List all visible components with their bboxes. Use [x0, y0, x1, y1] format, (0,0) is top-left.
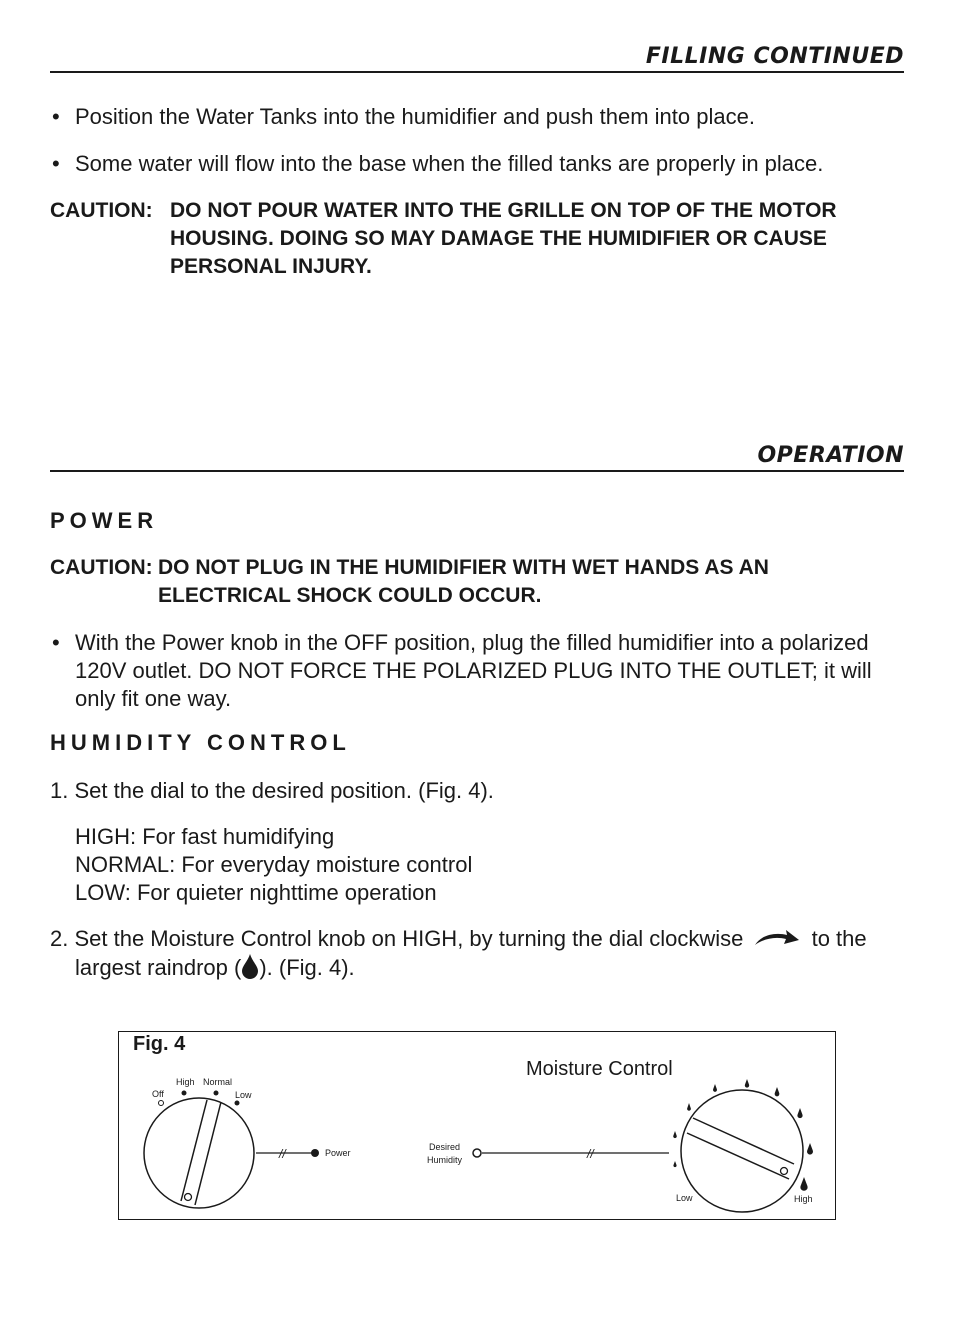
raindrop-scale-icon [713, 1084, 717, 1092]
filling-continued-heading [50, 44, 904, 73]
filling-bullet-2-text: Some water will flow into the base when the filled tanks are properly in place. [75, 151, 824, 176]
raindrop-scale-icon [800, 1177, 807, 1191]
caution-text: DO NOT POUR WATER INTO THE GRILLE ON TOP OF THE MOTOR HOUSING. DOING SO MAY DAMAGE THE HUMIDIFIER OR CAUSE PERSONAL INJURY. [170, 199, 837, 278]
step-2-text-b: to the [811, 926, 867, 951]
raindrop-scale-icon [797, 1108, 802, 1118]
raindrop-scale-icon [687, 1103, 691, 1111]
raindrop-scale-icon [745, 1079, 749, 1088]
break-mark: // [279, 1147, 286, 1161]
raindrop-scale-icon [673, 1131, 677, 1138]
moisture-control-title: Moisture Control [526, 1058, 673, 1080]
off-label: Off [152, 1089, 164, 1099]
step-2-line-1 [50, 925, 910, 953]
low-label: Low [235, 1090, 252, 1100]
humidity-control-subheading: HUMIDITY CONTROL [50, 730, 351, 755]
step-2-text-a: 2. Set the Moisture Control knob on HIGH, by turning the dial clockwise [50, 926, 744, 951]
power-dot [311, 1149, 319, 1157]
low-marker [235, 1101, 240, 1106]
normal-label: Normal [203, 1077, 233, 1087]
step-2-line-2 [50, 953, 910, 982]
step-2-text-c: largest raindrop ( [75, 955, 242, 980]
power-subheading: POWER [50, 508, 159, 533]
caution-text: DO NOT PLUG IN THE HUMIDIFIER WITH WET HANDS AS AN ELECTRICAL SHOCK COULD OCCUR. [158, 556, 769, 607]
desired-label-line-2: Humidity [427, 1155, 463, 1165]
clockwise-arrow-icon [753, 927, 801, 949]
bullet-dot: • [52, 630, 60, 655]
moisture-high-label: High [794, 1194, 813, 1204]
break-mark: // [587, 1147, 594, 1161]
raindrop-scale-icon [807, 1143, 813, 1155]
setting-high: HIGH: For fast humidifying [75, 824, 335, 849]
step-2 [50, 925, 910, 982]
bullet-dot: • [52, 151, 60, 176]
step-1: 1. Set the dial to the desired position. (Fig. 4). [50, 778, 494, 803]
setting-normal: NORMAL: For everyday moisture control [75, 852, 473, 877]
operation-heading [50, 443, 904, 472]
high-label: High [176, 1077, 195, 1087]
normal-marker [214, 1091, 219, 1096]
high-marker [182, 1091, 187, 1096]
raindrop-scale-icon [673, 1161, 676, 1167]
moisture-dial [681, 1090, 803, 1212]
settings-list [75, 823, 935, 907]
power-bullet-text: With the Power knob in the OFF position, plug the filled humidifier into a polarized 120V outlet. DO NOT FORCE THE POLARIZED PLUG INTO THE OUTLET; it will only fit one way. [75, 630, 872, 711]
moisture-low-label: Low [676, 1193, 693, 1203]
power-label: Power [325, 1148, 351, 1158]
bullet-dot: • [52, 104, 60, 129]
desired-humidity-marker [473, 1149, 481, 1157]
figure-diagram [119, 1032, 835, 1219]
raindrop-scale-icon [775, 1087, 780, 1096]
step-2-text-d: ). (Fig. 4). [259, 955, 355, 980]
desired-label-line-1: Desired [429, 1142, 461, 1152]
filling-heading-text: FILLING CONTINUED [645, 44, 904, 69]
figure-label: Fig. 4 [133, 1033, 186, 1055]
power-dial [144, 1098, 254, 1208]
off-marker [159, 1101, 164, 1106]
setting-low: LOW: For quieter nighttime operation [75, 880, 437, 905]
filling-bullet-1-text: Position the Water Tanks into the humidifier and push them into place. [75, 104, 755, 129]
caution-label: CAUTION: [50, 199, 153, 222]
caution-label: CAUTION: [50, 556, 153, 579]
operation-heading-text: OPERATION [757, 443, 904, 468]
figure-4 [118, 1031, 836, 1220]
raindrop-icon [241, 953, 259, 979]
